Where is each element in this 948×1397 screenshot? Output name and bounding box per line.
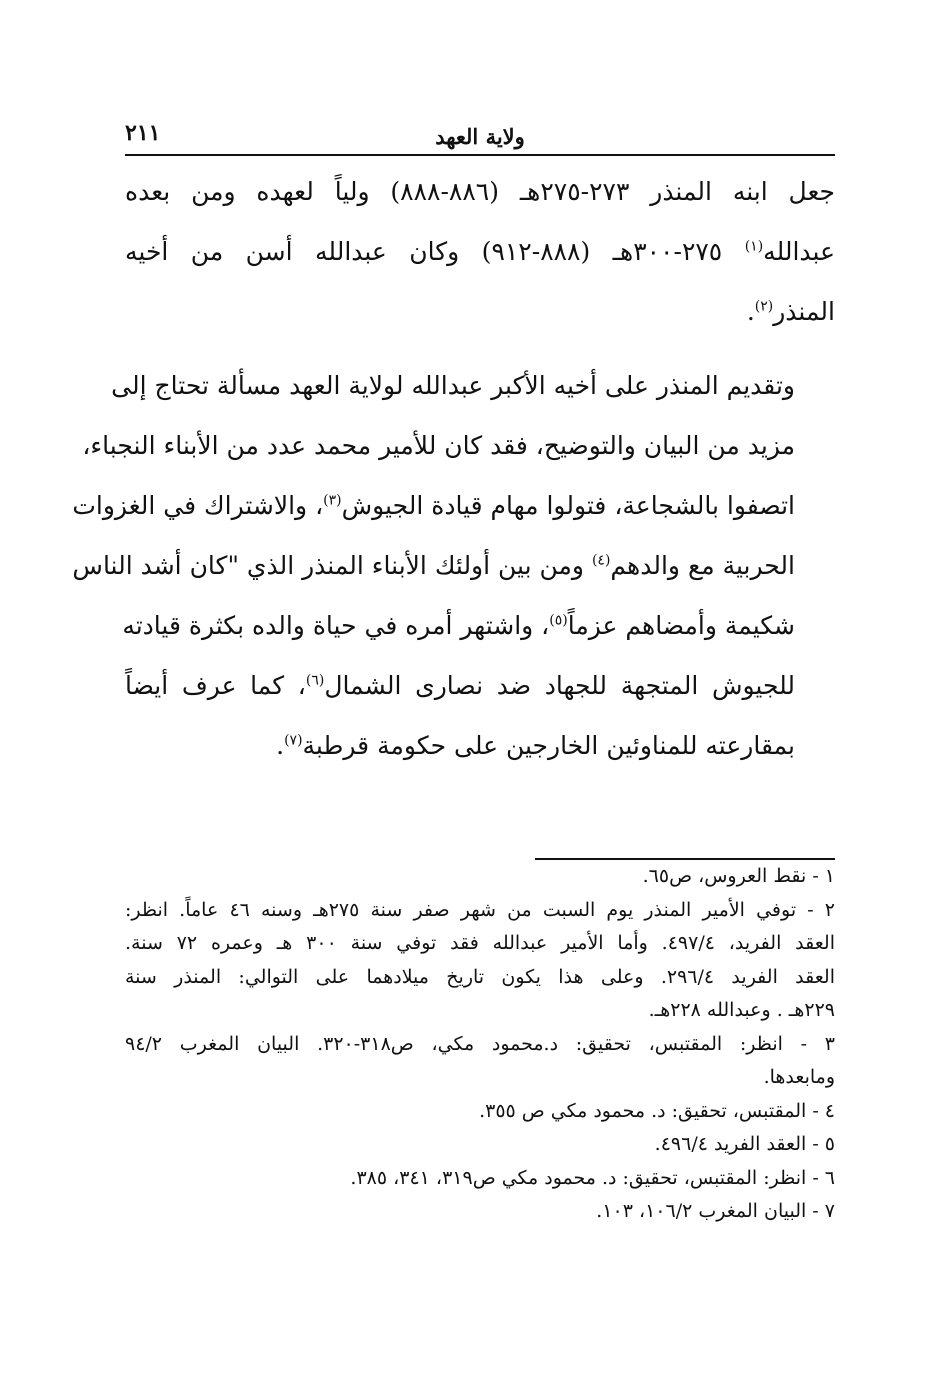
- running-title: ولاية العهد: [435, 124, 525, 149]
- footnote-2-line-4: ٢٢٩هـ . وعبدالله ٢٢٨هـ.: [648, 999, 835, 1021]
- body-line: بمقارعته للمناوئين الخارجين على حكومة قرطبة$^{(٧)}$.: [276, 731, 795, 760]
- paragraph-2: [72, 356, 835, 776]
- footnote-ref: (٢): [754, 298, 774, 315]
- body-line: عبدالله$^{(١)}$ ٢٧٥-٣٠٠هـ (٨٨٨-٩١٢) وكان عبدالله أسن من أخيه: [125, 237, 835, 266]
- footnote-3-line-2: ومابعدها.: [763, 1066, 835, 1088]
- body-line: اتصفوا بالشجاعة، فتولوا مهام قيادة الجيوش$^{(٣)}$، والاشتراك في الغزوات: [72, 491, 795, 520]
- footnote-ref: (٣): [323, 492, 342, 509]
- body-line: الحربية مع والدهم$^{(٤)}$ ومن بين أولئك الأبناء المنذر الذي "كان أشد الناس: [72, 551, 795, 580]
- footnote-5: ٥ - العقد الفريد ٤٩٦/٤.: [654, 1133, 835, 1155]
- footnote-7: ٧ - البيان المغرب ١٠٦/٢، ١٠٣.: [596, 1200, 835, 1222]
- footnote-2-line-2: العقد الفريد، ٤٩٧/٤. وأما الأمير عبدالله فقد توفي سنة ٣٠٠ هـ وعمره ٧٢ سنة.: [125, 932, 835, 954]
- body-text: [72, 162, 835, 776]
- body-line: مزيد من البيان والتوضيح، فقد كان للأمير محمد عدد من الأبناء النجباء،: [82, 431, 795, 460]
- footnote-ref: (٤): [591, 552, 611, 569]
- footnote-ref: (٥): [549, 612, 568, 629]
- paragraph-1: [125, 162, 835, 342]
- footnote-ref: (٦): [305, 672, 325, 689]
- footnote-3-line-1: ٣ - انظر: المقتبس، تحقيق: د.محمود مكي، ص٣١٨-٣٢٠. البيان المغرب ٩٤/٢: [125, 1032, 835, 1055]
- footnote-4: ٤ - المقتبس، تحقيق: د. محمود مكي ص ٣٥٥.: [479, 1099, 835, 1122]
- page-header: [125, 118, 835, 156]
- footnote-2-line-1: ٢ - توفي الأمير المنذر يوم السبت من شهر صفر سنة ٢٧٥هـ وسنه ٤٦ عاماً. انظر:: [125, 898, 836, 921]
- body-line: للجيوش المتجهة للجهاد ضد نصارى الشمال$^{(٦)}$، كما عرف أيضاً: [125, 671, 795, 700]
- footnote-ref: (١): [744, 238, 764, 255]
- body-line: جعل ابنه المنذر ٢٧٣-٢٧٥هـ (٨٨٦-٨٨٨) ولياً لعهده ومن بعده: [125, 177, 835, 206]
- page-number: ٢١١: [125, 120, 161, 146]
- footnote-6: ٦ - انظر: المقتبس، تحقيق: د. محمود مكي ص٣١٩، ٣٤١، ٣٨٥.: [350, 1166, 835, 1189]
- footnotes: [125, 860, 835, 1229]
- body-line: وتقديم المنذر على أخيه الأكبر عبدالله لولاية العهد مسألة تحتاج إلى: [111, 371, 795, 400]
- body-line: شكيمة وأمضاهم عزماً$^{(٥)}$، واشتهر أمره في حياة والده بكثرة قيادته: [122, 611, 795, 640]
- footnote-2-line-3: العقد الفريد ٢٩٦/٤. وعلى هذا يكون تاريخ ميلادهما على التوالي: المنذر سنة: [125, 965, 835, 988]
- body-line: المنذر$^{(٢)}$.: [746, 297, 835, 326]
- footnote-1: ١ - نقط العروس، ص٦٥.: [642, 865, 835, 887]
- footnote-ref: (٧): [284, 732, 303, 749]
